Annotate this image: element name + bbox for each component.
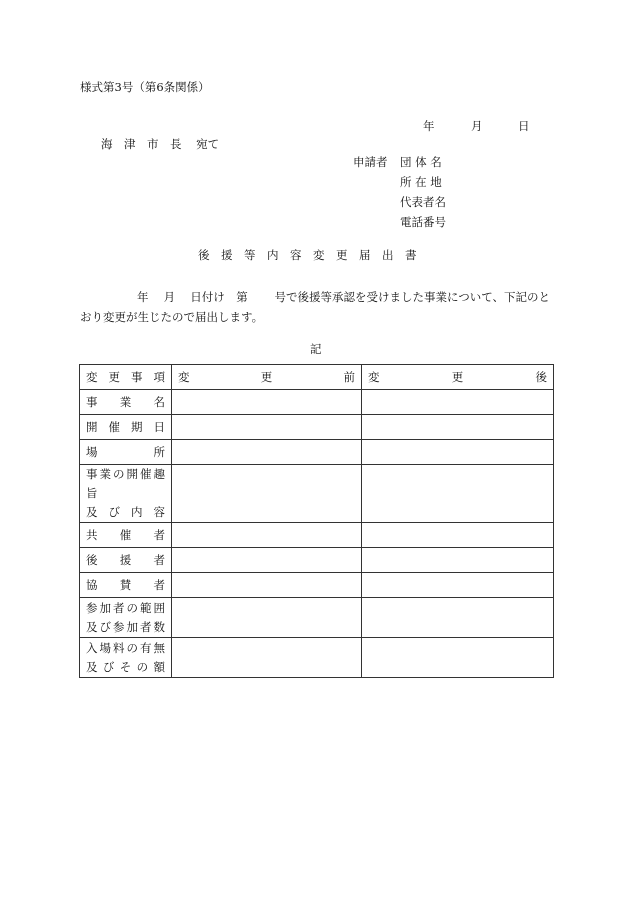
row-label-purpose-line1: 事業の開催趣旨: [86, 467, 165, 500]
before-input-cell[interactable]: [172, 415, 362, 440]
row-label-cell: [80, 440, 172, 465]
table-header-row: [80, 365, 554, 390]
row-label-participants-line2: 及び参加者数: [86, 619, 165, 634]
table-row: [80, 415, 554, 440]
row-label-cell: [80, 465, 172, 523]
row-label-fee-line1: 入場料の有無: [86, 640, 165, 655]
after-input-cell[interactable]: [362, 548, 554, 573]
changes-table: [79, 364, 554, 678]
row-label-event-date: 開催期日: [86, 419, 165, 434]
row-label-supporter: 後援者: [86, 552, 165, 567]
header-after-char-3: 後: [535, 369, 547, 384]
row-label-purpose-line2: 及び内容: [86, 505, 165, 519]
applicant-org-name-label: 団 体 名: [400, 155, 442, 169]
after-input-cell[interactable]: [362, 573, 554, 598]
header-item-label: 変更事項: [86, 369, 165, 384]
row-label-cell: [80, 548, 172, 573]
before-input-cell[interactable]: [172, 390, 362, 415]
header-before-char-2: 更: [260, 369, 273, 384]
body-line-2: おり変更が生じたので届出します。: [80, 310, 264, 324]
before-input-cell[interactable]: [172, 548, 362, 573]
row-label-cell: [80, 573, 172, 598]
before-input-cell[interactable]: [172, 440, 362, 465]
row-label-co-host: 共催者: [86, 527, 165, 542]
table-row: [80, 573, 554, 598]
addressee-suffix: 宛て: [196, 137, 220, 151]
table-row: [80, 638, 554, 678]
header-before-cell: [172, 365, 362, 390]
row-label-event-name: 事業名: [86, 394, 165, 409]
ki-heading: 記: [310, 342, 322, 356]
addressee: [101, 139, 219, 151]
header-before-char-1: 変: [178, 369, 190, 384]
before-input-cell[interactable]: [172, 638, 362, 678]
applicant-fields: [400, 157, 446, 237]
after-input-cell[interactable]: [362, 523, 554, 548]
row-label-participants-line1: 参加者の範囲: [86, 600, 165, 615]
applicant-representative-label: 代表者名: [400, 195, 446, 209]
addressee-name: 海 津 市 長: [101, 137, 182, 151]
table-row: [80, 440, 554, 465]
applicant-address-label: 所 在 地: [400, 175, 442, 189]
row-label-cell: [80, 415, 172, 440]
table-row: [80, 548, 554, 573]
after-input-cell[interactable]: [362, 415, 554, 440]
header-after-label: [368, 368, 547, 387]
row-label-cell: [80, 598, 172, 638]
before-input-cell[interactable]: [172, 573, 362, 598]
after-input-cell[interactable]: [362, 390, 554, 415]
applicant-label: 申請者: [353, 155, 388, 169]
date-day-label: 日: [518, 119, 530, 133]
body-line-1: 年 月 日付け 第 号で後援等承認を受けました事業について、下記のと: [137, 290, 551, 304]
after-input-cell[interactable]: [362, 465, 554, 523]
document-title: 後 援 等 内 容 変 更 届 出 書: [198, 248, 417, 262]
date-month-label: 月: [471, 119, 483, 133]
header-after-char-2: 更: [451, 369, 464, 384]
after-input-cell[interactable]: [362, 638, 554, 678]
date-year-label: 年: [423, 119, 435, 133]
row-label-fee-line2: 及びその額: [86, 659, 165, 674]
table-row: [80, 390, 554, 415]
after-input-cell[interactable]: [362, 598, 554, 638]
header-after-char-1: 変: [368, 369, 380, 384]
body-text: [80, 287, 554, 327]
table-row: [80, 523, 554, 548]
row-label-venue: 場所: [86, 444, 165, 459]
header-before-label: [178, 368, 355, 387]
before-input-cell[interactable]: [172, 523, 362, 548]
row-label-sponsor: 協賛者: [86, 577, 165, 592]
row-label-cell: [80, 523, 172, 548]
header-item-cell: [80, 365, 172, 390]
form-number: 様式第3号（第6条関係）: [80, 80, 210, 94]
before-input-cell[interactable]: [172, 598, 362, 638]
applicant-phone-label: 電話番号: [400, 215, 446, 229]
header-before-char-3: 前: [343, 369, 355, 384]
after-input-cell[interactable]: [362, 440, 554, 465]
before-input-cell[interactable]: [172, 465, 362, 523]
table-row: [80, 598, 554, 638]
row-label-cell: [80, 638, 172, 678]
row-label-cell: [80, 390, 172, 415]
table-row: [80, 465, 554, 523]
header-after-cell: [362, 365, 554, 390]
